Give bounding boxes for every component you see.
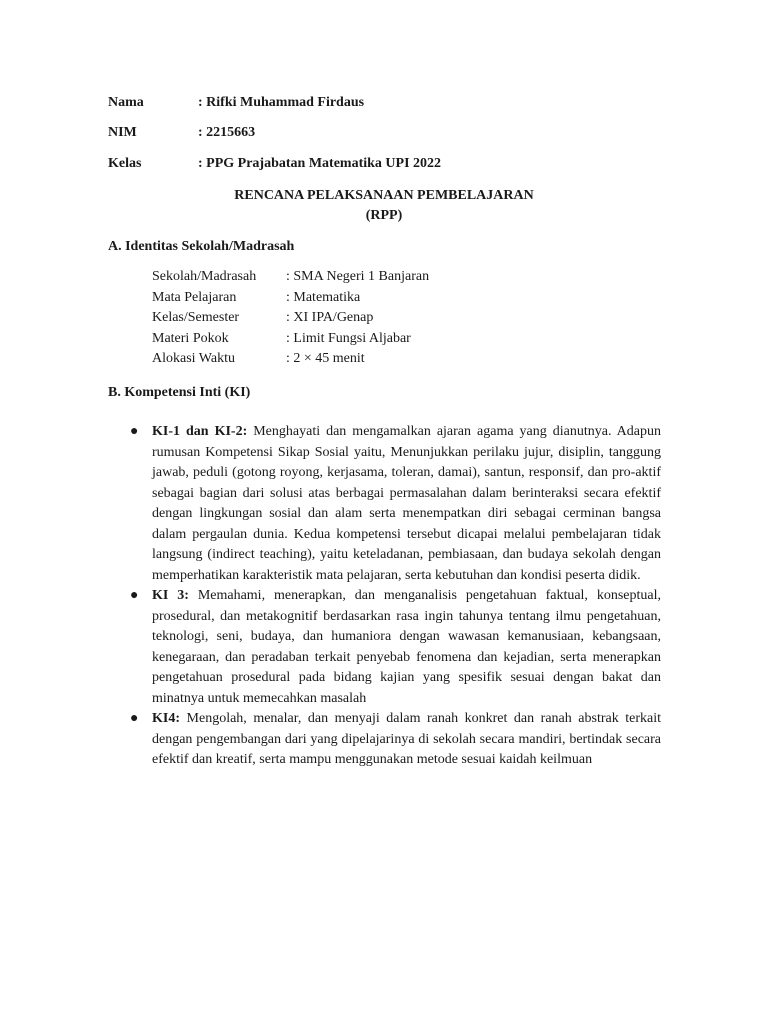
kelas-value: : PPG Prajabatan Matematika UPI 2022 xyxy=(198,156,442,171)
item-text: Menghayati dan mengamalkan ajaran agama yang dianutnya. Adapun rumusan Kompetensi Sikap Sosial yaitu, Menunjukkan perilaku jujur, disiplin, tanggung jawab, peduli (gotong royong, kerjasama, toleran, damai), santun, responsif, dan pro-aktif sebagai bagian dari solusi atas berbagai permasalahan dalam berinteraksi secara efektif dengan lingkungan sosial dan alam serta menempatkan diri sebagai cerminan bangsa dalam pergaulan dunia. Kedua kompetensi tersebut dicapai melalui pembelajaran tidak langsung (indirect teaching), yaitu keteladanan, pembiasaan, dan budaya sekolah dengan memperhatikan karakteristik mata pelajaran, serta kebutuhan dan kondisi peserta didik. xyxy=(152,424,662,583)
identity-row xyxy=(152,308,429,329)
identity-value: : Limit Fungsi Aljabar xyxy=(286,330,411,346)
nama-value: : Rifki Muhammad Firdaus xyxy=(198,95,365,110)
nama-label: Nama xyxy=(108,95,144,110)
identity-value: : Matematika xyxy=(286,289,361,305)
identity-value: : SMA Negeri 1 Banjaran xyxy=(286,269,430,284)
document-subtitle: (RPP) xyxy=(365,208,403,223)
identity-row xyxy=(152,349,429,370)
item-label: KI4: xyxy=(152,711,180,726)
item-label: KI-1 dan KI-2: xyxy=(152,424,248,439)
document-title: RENCANA PELAKSANAAN PEMBELAJARAN xyxy=(234,188,534,203)
section-a-heading: A. Identitas Sekolah/Madrasah xyxy=(108,239,295,254)
identity-row xyxy=(152,329,429,350)
item-text: Mengolah, menalar, dan menyaji dalam ranah konkret dan ranah abstrak terkait dengan pengembangan dari yang dipelajarinya di sekolah secara mandiri, bertindak secara efektif dan kreatif, serta mampu menggunakan metode sesuai kaidah keilmuan xyxy=(152,711,661,767)
identity-label: Materi Pokok xyxy=(152,330,229,346)
list-item xyxy=(130,422,662,586)
section-b-heading: B. Kompetensi Inti (KI) xyxy=(108,385,251,400)
item-label: KI 3: xyxy=(152,588,189,603)
bullet-icon: ● xyxy=(130,588,139,603)
bullet-icon: ● xyxy=(130,711,139,726)
identity-label: Alokasi Waktu xyxy=(152,351,235,366)
list-item xyxy=(130,586,661,709)
identity-value: : XI IPA/Genap xyxy=(286,310,374,325)
header-kelas-row xyxy=(108,155,441,173)
header-nama-row xyxy=(108,94,364,112)
identity-label: Kelas/Semester xyxy=(152,310,240,325)
item-text: Memahami, menerapkan, dan menganalisis pengetahuan faktual, konseptual, prosedural, dan metakognitif berdasarkan rasa ingin tahunya tentang ilmu pengetahuan, teknologi, seni, budaya, dan humaniora dengan wawasan kemanusiaan, kebangsaan, kenegaraan, dan peradaban terkait penyebab fenomena dan kejadian, serta menerapkan pengetahuan prosedural pada bidang kajian yang spesifik sesuai dengan bakat dan minatnya untuk memecahkan masalah xyxy=(152,588,661,706)
bullet-icon: ● xyxy=(130,424,139,439)
list-item xyxy=(130,709,661,771)
identity-label: Mata Pelajaran xyxy=(152,289,237,305)
identity-label: Sekolah/Madrasah xyxy=(152,269,257,284)
header-nim-row xyxy=(108,124,255,142)
identity-row xyxy=(152,288,429,309)
kelas-label: Kelas xyxy=(108,156,142,171)
competency-list xyxy=(130,422,662,771)
identity-value: : 2 × 45 menit xyxy=(286,351,365,366)
nim-label: NIM xyxy=(108,125,137,140)
identity-table xyxy=(152,267,429,370)
nim-value: : 2215663 xyxy=(198,125,256,140)
identity-row xyxy=(152,267,429,288)
